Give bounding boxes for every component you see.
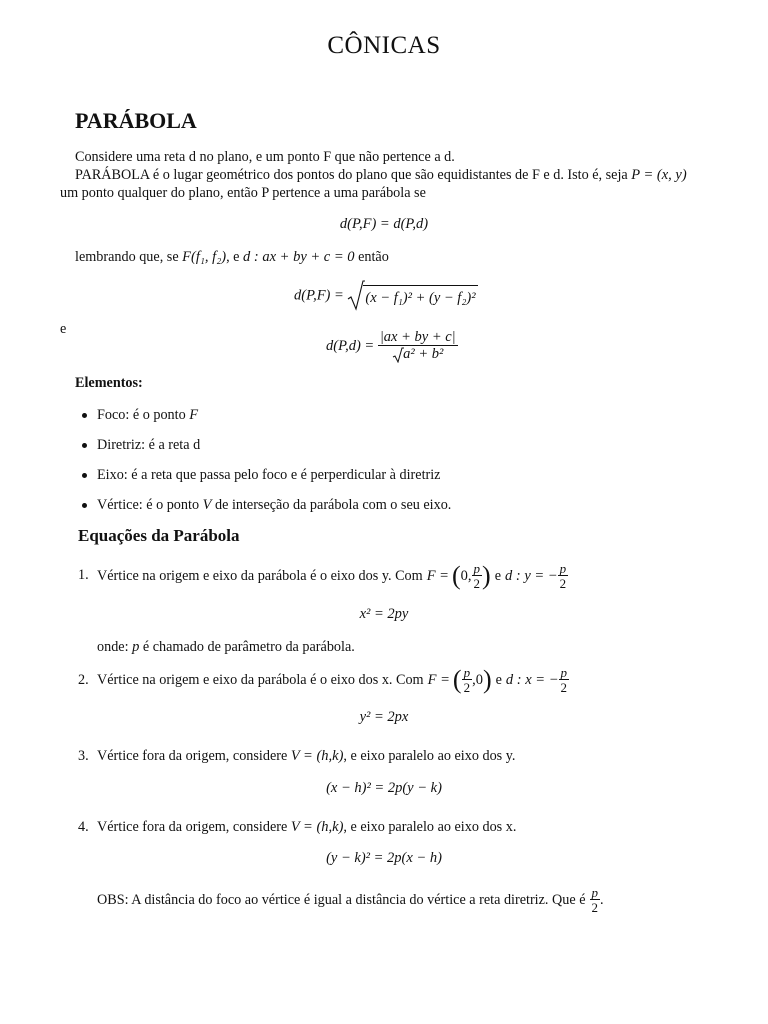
item-3-number: 3. [78,748,89,764]
and-word: e [494,568,501,584]
item-text: Vértice na origem e eixo da parábola é o eixo dos x. Com [97,672,424,688]
element-text: Vértice: é o ponto [97,497,200,513]
obs-fraction [590,886,601,914]
item-text: Vértice fora da origem, considere [97,819,288,835]
distance-pf-radicand: (x − f₁)² + (y − f₂)² [363,285,477,307]
item-3-line [97,747,515,765]
obs-line [97,882,604,918]
frac-num: p [473,561,481,576]
distance-pf-equation [294,280,478,312]
note-suffix: é chamado de parâmetro da parábola. [142,639,355,655]
item-2-number: 2. [78,672,89,688]
paren-left: ( [451,561,461,590]
focus-lhs: F = [427,672,450,688]
item-1-note [97,638,355,656]
and-word: e [495,672,502,688]
frac-num: p [591,885,598,900]
intro-line-2-text: PARÁBOLA é o lugar geométrico dos pontos do plano que são equidistantes de F e d. Isto é, seja [75,167,628,183]
recall-suffix: então [358,249,389,265]
directrix-lhs: d : y = − [505,568,558,584]
bullet-dot [82,473,87,478]
distance-pd-fraction [378,330,458,363]
element-text: Foco: é o ponto [97,407,186,423]
item-4-equation: (y − k)² = 2p(x − h) [326,850,442,866]
recall-focus: F(f₁, f₂) [182,249,227,265]
distance-pd-denominator [378,346,458,363]
frac-den: 2 [473,576,481,591]
intro-line-2 [75,166,687,184]
paren-left: ( [452,665,462,694]
element-item-focus [97,406,198,424]
element-math: V [202,497,212,513]
item-text: Vértice fora da origem, considere [97,748,288,764]
section-heading: PARÁBOLA [75,108,197,133]
element-text-after: de interseção da parábola com o seu eixo. [215,497,452,513]
definition-equation: d(P,F) = d(P,d) [339,216,429,232]
directrix-fraction [558,562,569,590]
item-1-equation: x² = 2py [359,606,409,622]
bullet-dot [82,503,87,508]
focus-right: ,0 [472,672,483,688]
frac-den: 2 [559,576,567,591]
frac-den: 2 [463,680,471,695]
focus-fraction [462,666,473,694]
focus-lhs: F = [426,568,449,584]
frac-num: p [560,665,568,680]
directrix-lhs: d : x = − [505,672,559,688]
and-word: e [60,321,67,337]
element-item-axis: Eixo: é a reta que passa pelo foco e é perperdicular à diretriz [97,467,441,483]
frac-den: 2 [591,900,598,915]
intro-line-3: um ponto qualquer do plano, então P pertence a uma parábola se [60,185,426,201]
point-p-math: P = (x, y) [631,167,687,183]
element-item-vertex [97,496,451,514]
equations-heading: Equações da Parábola [78,526,240,545]
item-text: Vértice na origem e eixo da parábola é o eixo dos y. Com [97,568,423,584]
distance-pd-radicand: a² + b² [403,345,444,362]
frac-num: p [463,665,471,680]
focus-fraction [472,562,483,590]
intro-line-1: Considere uma reta d no plano, e um ponto F que não pertence a d. [75,149,455,165]
bullet-dot [82,443,87,448]
recall-mid: , e [226,249,240,265]
bullet-dot [82,413,87,418]
obs-text: OBS: A distância do foco ao vértice é igual a distância do vértice a reta diretriz. Que é [97,892,586,908]
element-item-directrix: Diretriz: é a reta d [97,437,201,453]
distance-pd-numerator: |ax + by + c| [379,329,456,345]
item-text-after: , e eixo paralelo ao eixo dos y. [343,748,516,764]
paren-right: ) [482,561,491,590]
distance-pd-equation [326,330,458,363]
distance-pd-lhs: d(P,d) = [326,337,375,354]
obs-end: . [600,892,604,908]
paren-right: ) [482,665,492,694]
element-math: F [189,407,199,423]
note-prefix: onde: [97,639,129,655]
item-text-after: , e eixo paralelo ao eixo dos x. [343,819,517,835]
note-math: p [132,639,140,655]
directrix-fraction [559,666,570,694]
item-4-number: 4. [78,819,89,835]
page-title: CÔNICAS [327,32,441,59]
item-1-line [97,558,568,594]
frac-den: 2 [560,680,568,695]
item-1-number: 1. [78,567,89,583]
recall-line [75,248,389,266]
item-3-equation: (x − h)² = 2p(y − k) [326,780,442,796]
vertex-math: V = (h,k) [290,819,344,835]
vertex-math: V = (h,k) [290,748,344,764]
frac-num: p [559,561,567,576]
recall-line-eq: d : ax + by + c = 0 [243,249,355,265]
item-2-line [97,662,569,698]
recall-prefix: lembrando que, se [75,249,179,265]
elements-heading: Elementos: [75,375,143,391]
focus-left: 0, [460,568,472,584]
item-2-equation: y² = 2px [359,709,409,725]
item-4-line [97,818,516,836]
distance-pf-lhs: d(P,F) = [294,287,344,304]
